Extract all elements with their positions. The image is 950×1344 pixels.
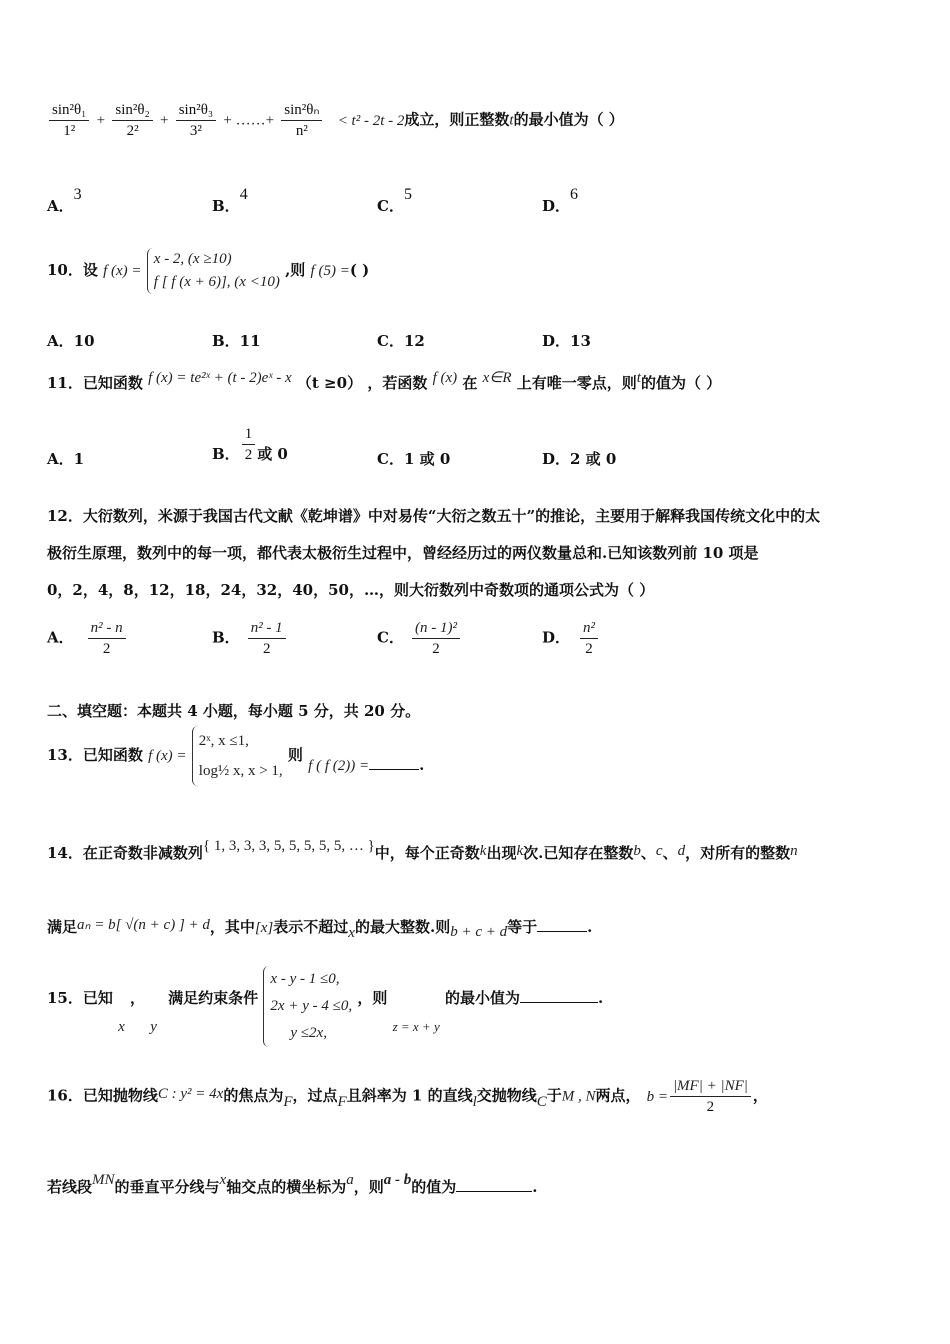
- q9-option-a[interactable]: A．3: [47, 186, 82, 215]
- q15-constraints: x - y - 1 ≤0, 2x + y - 4 ≤0, y ≤2x,: [263, 966, 352, 1047]
- q16-stem-line1: 16．已知抛物线C : y² = 4x的焦点为F，过点F且斜率为 1 的直线l交抛物线C于M , N两点， b = $\frac{|MF| + |NF|}{2}$ ，: [47, 1078, 768, 1115]
- q11-option-a[interactable]: A．1: [47, 450, 85, 468]
- q14-answer-blank[interactable]: [537, 917, 587, 932]
- q9-inequality: < t² - 2t - 2: [337, 112, 405, 129]
- q9-stem: $\frac{\text{sin²θ₁}}{\text{1²}}$ + $\frac{\text{sin²θ₂}}{\text{2²}}$ + $\frac{\text{sin²θ₃}}{\text{3²}}$ + ……+ $\frac{\text{sin²θₙ}}{\text{n²}}$ < t² - 2t - 2成立，则正整数t的最小值为（ ）: [47, 100, 624, 141]
- q12-option-c[interactable]: C． $\frac{\text{(n - 1)²}}{2}$: [377, 618, 462, 659]
- q13-answer-blank[interactable]: [369, 755, 419, 770]
- q10-stem: 10．设 f (x) = x - 2, (x ≥10) f [ f (x + 6)], (x <10) ,则 f (5) =( ): [47, 248, 369, 294]
- q9-termn: $\frac{\text{sin²θₙ}}{\text{n²}}$: [281, 100, 322, 141]
- q14-formula: aₙ = b[ √(n + c) ] + d: [77, 917, 210, 933]
- q9-option-c[interactable]: C．5: [377, 186, 412, 215]
- q10-option-c[interactable]: C．12: [377, 332, 425, 350]
- q9-term2: $\frac{\text{sin²θ₂}}{\text{2²}}$: [112, 100, 152, 141]
- q11-option-d[interactable]: D．2 或 0: [542, 450, 617, 468]
- q16-stem-line2: 若线段MN的垂直平分线与x轴交点的横坐标为a，则a - b的值为 .: [47, 1172, 538, 1196]
- q13-piecewise: 2ˣ, x ≤1, log½ x, x > 1,: [192, 726, 283, 786]
- q13-stem: 13．已知函数 f (x) = 2ˣ, x ≤1, log½ x, x > 1, 则 f ( f (2)) = .: [47, 726, 424, 786]
- q10-option-b[interactable]: B．11: [212, 332, 261, 350]
- q10-option-d[interactable]: D．13: [542, 332, 591, 350]
- q15-answer-blank[interactable]: [520, 988, 598, 1003]
- q12-option-b[interactable]: B． $\frac{\text{n² - 1}}{2}$: [212, 618, 288, 659]
- q12-option-a[interactable]: A． $\frac{\text{n² - n}}{2}$: [47, 618, 128, 659]
- q16-b-fraction: $\frac{|MF| + |NF|}{2}$: [670, 1076, 751, 1117]
- q9-term3: $\frac{\text{sin²θ₃}}{\text{3²}}$: [176, 100, 216, 141]
- q16-answer-blank[interactable]: [456, 1177, 532, 1192]
- q9-term1: $\frac{\text{sin²θ₁}}{\text{1²}}$: [49, 100, 89, 141]
- q14-stem-line1: 14．在正奇数非减数列{ 1, 3, 3, 3, 5, 5, 5, 5, 5, … }中，每个正奇数k出现k次.已知存在整数b、c、d，对所有的整数n: [47, 838, 798, 862]
- q11-stem: 11．已知函数 f (x) = te²ˣ + (t - 2)eˣ - x （t ≥0） ，若函数 f (x) 在 x∈R 上有唯一零点，则t的值为（ ）: [47, 370, 722, 392]
- q12-option-d[interactable]: D． $\frac{\text{n²}}{2}$: [542, 618, 600, 659]
- q9-option-b[interactable]: B．4: [212, 186, 248, 215]
- q9-option-d[interactable]: D．6: [542, 186, 579, 215]
- q14-stem-line2: 满足aₙ = b[ √(n + c) ] + d，其中[x]表示不超过x的最大整数.则b + c + d等于 .: [47, 917, 593, 941]
- q10-option-a[interactable]: A．10: [47, 332, 95, 350]
- q15-stem: 15．已知 x ， y 满足约束条件 x - y - 1 ≤0, 2x + y - 4 ≤0, y ≤2x, ，则 z = x + y 的最小值为 .: [47, 966, 603, 1047]
- q11-option-c[interactable]: C．1 或 0: [377, 450, 451, 468]
- q10-piecewise: x - 2, (x ≥10) f [ f (x + 6)], (x <10): [147, 248, 280, 294]
- q12-stem: 12．大衍数列，米源于我国古代文献《乾坤谱》中对易传“大衍之数五十”的推论，主要用于解释我国传统文化中的太 极衍生原理，数列中的每一项，都代表太极衍生过程中，曾经经历过的两仪数量总和.已知该数列前 10 项是 0，2，4，8，12，18，24，32，40，50，…，则大衍数列中奇数项的通项公式为（ ）: [47, 507, 821, 599]
- q11-option-b[interactable]: B． $\frac{1}{2}$ 或 0: [212, 426, 288, 463]
- section-heading: 二、填空题：本题共 4 小题，每小题 5 分，共 20 分。: [47, 702, 421, 720]
